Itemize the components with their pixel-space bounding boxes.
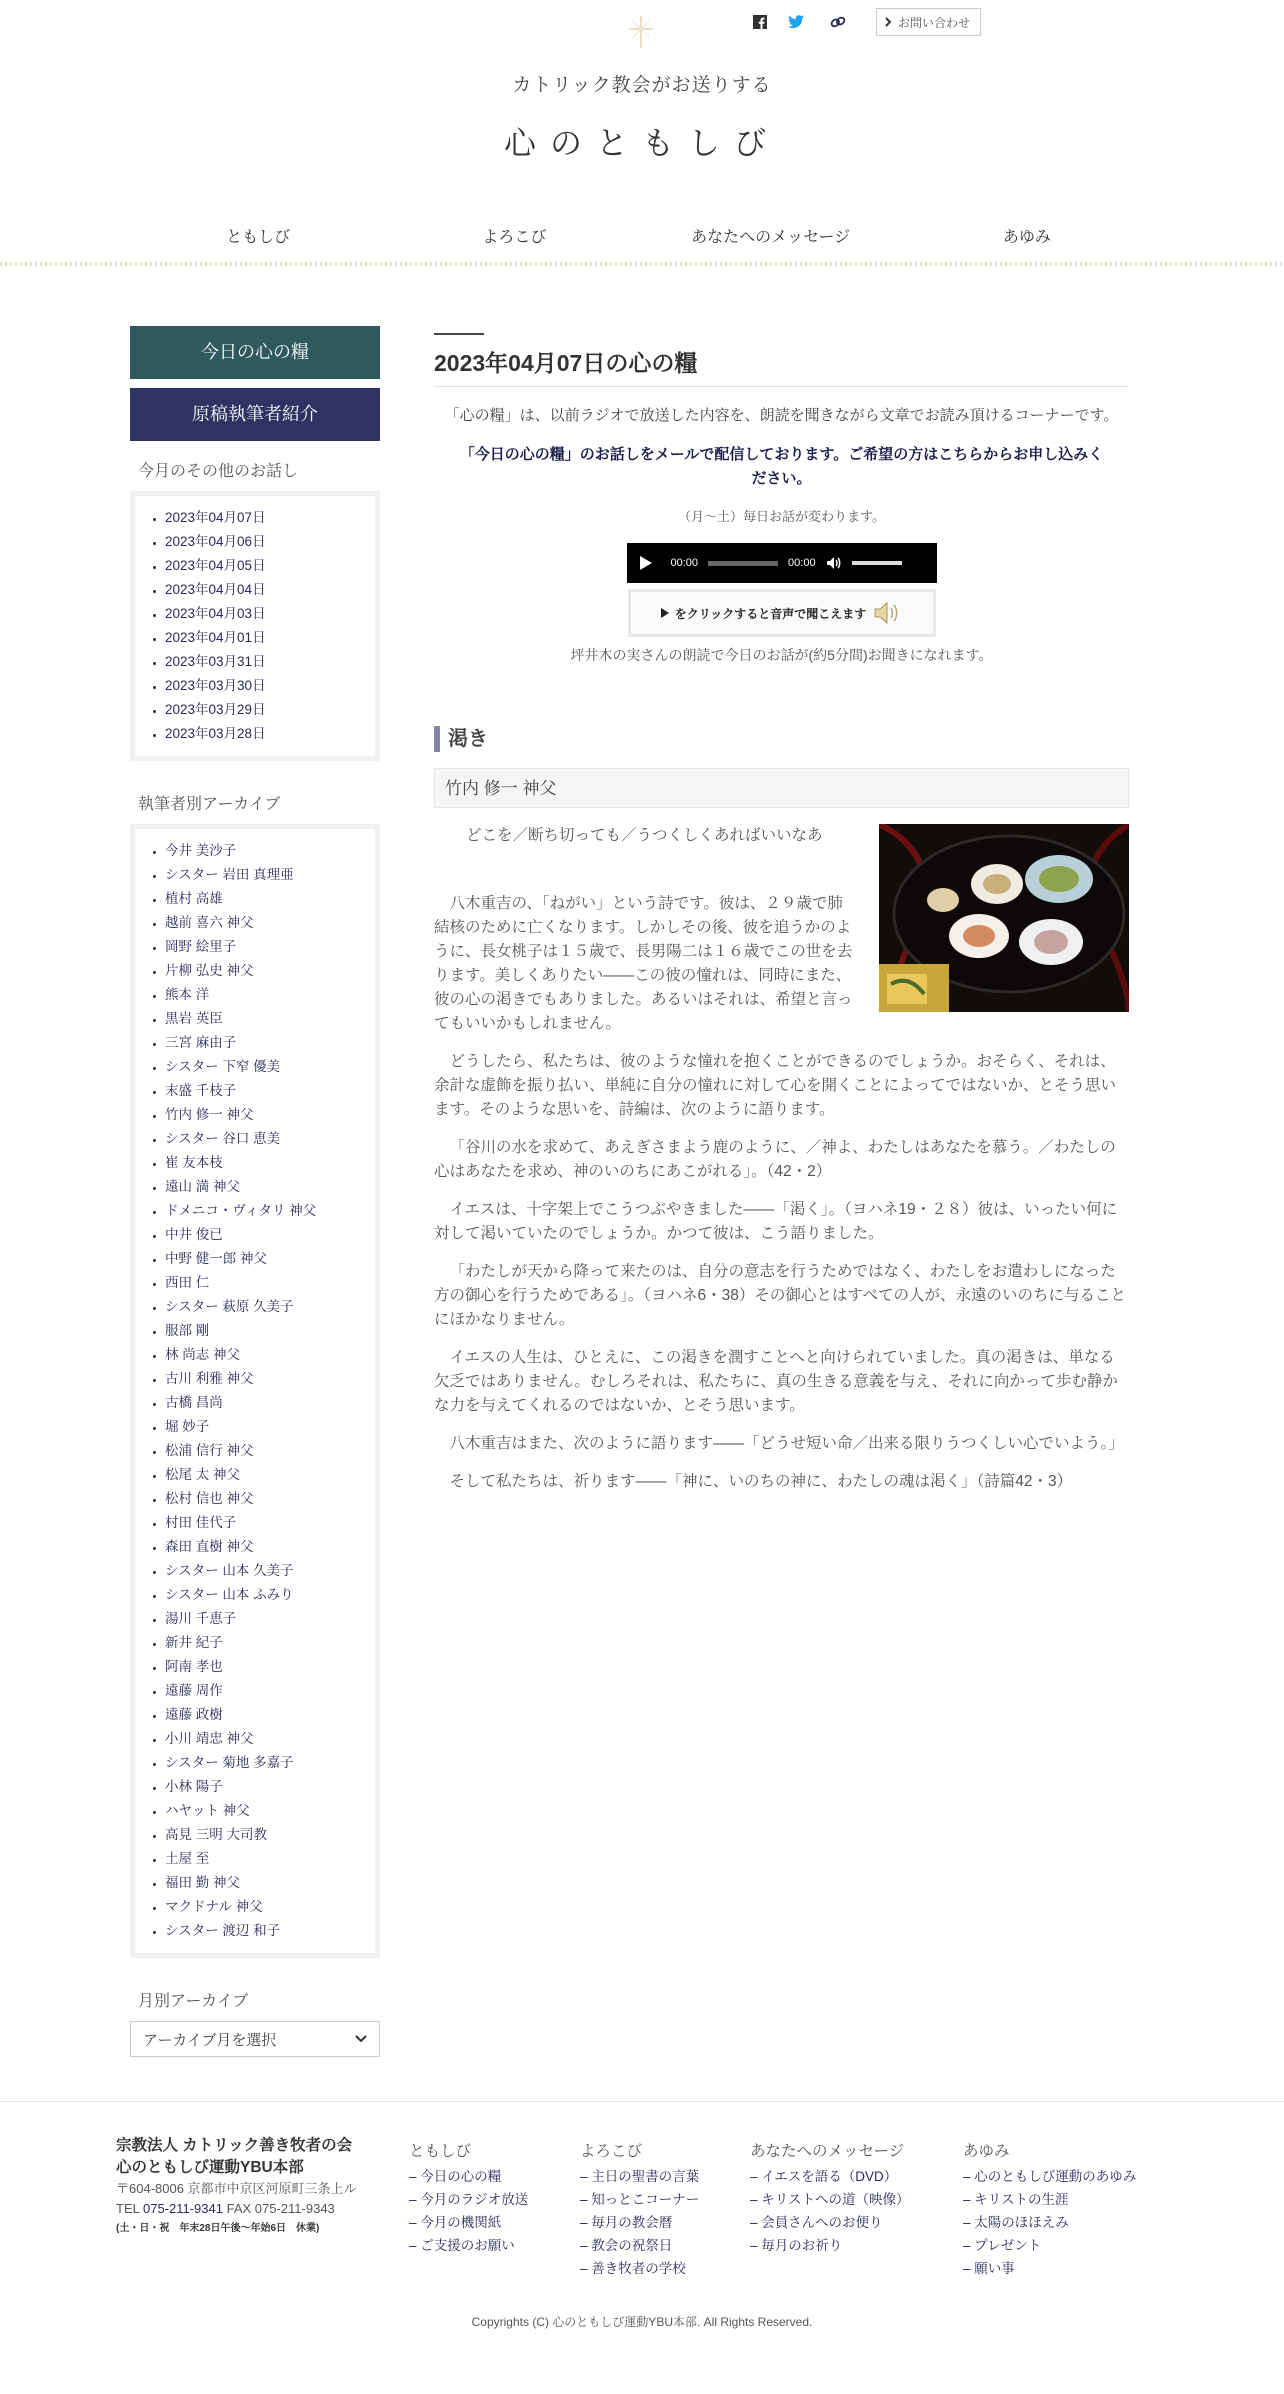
date-list-item[interactable]: • 2023年04月07日 <box>165 506 365 530</box>
play-small-icon <box>661 608 669 618</box>
footer-link-label: 今月の機関紙 <box>420 2215 502 2230</box>
footer-link-label: 知っとこコーナー <box>591 2192 700 2207</box>
nav-divider <box>0 262 1284 266</box>
business-hours: (土・日・祝 年末28日午後〜年始6日 休業) <box>116 2223 320 2234</box>
player-current-time: 00:00 <box>670 557 699 569</box>
footer-link[interactable] <box>750 2165 910 2188</box>
footer-link-label: プレゼント <box>974 2238 1042 2253</box>
author-list-item[interactable]: • シスター 山本 久美子 <box>165 1559 365 1583</box>
today-kokoro-button[interactable]: 今日の心の糧 <box>130 326 380 379</box>
dash-bullet-icon: – <box>409 2215 421 2230</box>
other-stories-heading: 今月のその他のお話し <box>138 463 299 480</box>
header-utility <box>752 8 981 36</box>
paragraph-8: そして私たちは、祈ります――「神に、いのちの神に、わたしの魂は渇く」（詩篇42・3） <box>449 1473 1073 1490</box>
footer-link-label: キリストの生涯 <box>974 2192 1069 2207</box>
author-archive-list <box>130 824 380 1958</box>
author-list-item[interactable]: • 服部 剛 <box>165 1319 365 1343</box>
footer-link-label: ご支援のお願い <box>420 2238 515 2253</box>
chevron-right-icon <box>885 17 892 27</box>
volume-icon[interactable] <box>826 556 842 570</box>
author-list-item[interactable]: • 福田 勤 神父 <box>165 1871 365 1895</box>
footer-link-label: 今日の心の糧 <box>420 2169 502 2184</box>
paragraph-3: 「谷川の水を求めて、あえぎさまよう鹿のように、／神よ、わたしはあなたを慕う。／わたしの心はあなたを求め、神のいのちにあこがれる」。（42・2） <box>434 1139 1116 1180</box>
author-list-item[interactable]: • 村田 佳代子 <box>165 1511 365 1535</box>
footer-link[interactable] <box>963 2257 1136 2280</box>
dash-bullet-icon: – <box>580 2238 592 2253</box>
dash-bullet-icon: – <box>750 2238 762 2253</box>
dash-bullet-icon: – <box>580 2215 592 2230</box>
author-list-item[interactable]: • シスター 渡辺 和子 <box>165 1919 365 1943</box>
author-list-item[interactable]: • ドメニコ・ヴィタリ 神父 <box>165 1199 365 1223</box>
footer-link[interactable] <box>580 2257 699 2280</box>
footer-link-label: 教会の祝祭日 <box>591 2238 673 2253</box>
author-list-item[interactable]: • シスター 山本 ふみり <box>165 1583 365 1607</box>
date-list-item[interactable]: • 2023年04月03日 <box>165 602 365 626</box>
play-icon[interactable] <box>639 555 653 571</box>
footer-link[interactable] <box>750 2234 910 2257</box>
author-list-item[interactable]: • 遠藤 政樹 <box>165 1703 365 1727</box>
reader-note: 坪井木の実さんの朗読で今日のお話が(約5分間)お聞きになれます。 <box>570 647 993 663</box>
date-list-item[interactable]: • 2023年03月30日 <box>165 674 365 698</box>
dash-bullet-icon: – <box>963 2238 975 2253</box>
author-list-item[interactable]: • 中野 健一郎 神父 <box>165 1247 365 1271</box>
cross-logo-icon <box>626 14 656 50</box>
footer-link-label: 善き牧者の学校 <box>591 2261 686 2276</box>
author-list-item[interactable]: • 遠山 満 神父 <box>165 1175 365 1199</box>
author-list-item[interactable]: • 堀 妙子 <box>165 1415 365 1439</box>
footer-col-heading[interactable]: ともしび <box>409 2143 472 2160</box>
listen-audio-button[interactable] <box>628 589 936 637</box>
dash-bullet-icon: – <box>409 2169 421 2184</box>
author-archive-heading: 執筆者別アーカイブ <box>138 796 281 813</box>
author-list-item[interactable]: • 阿南 孝也 <box>165 1655 365 1679</box>
footer-link[interactable] <box>409 2234 528 2257</box>
footer-link[interactable] <box>963 2188 1136 2211</box>
nav-item-message[interactable]: あなたへのメッセージ <box>691 229 851 246</box>
mail-subscribe-link[interactable]: 「今日の心の糧」のお話しをメールで配信しております。ご希望の方はこちらからお申し込みください。 <box>459 446 1104 487</box>
article-body <box>434 824 1129 1494</box>
author-list-item[interactable]: • シスター 菊地 多嘉子 <box>165 1751 365 1775</box>
author-list-item[interactable]: • 崔 友本枝 <box>165 1151 365 1175</box>
paragraph-7: 八木重吉はまた、次のように語ります――「どうせ短い命／出来る限りうつくしい心でいよう。」 <box>449 1435 1124 1452</box>
contact-button[interactable] <box>876 8 981 36</box>
nav-item-yorokobi[interactable]: よろこび <box>482 229 547 246</box>
dash-bullet-icon: – <box>963 2261 975 2276</box>
footer-col-yorokobi <box>580 2139 699 2280</box>
author-list-item[interactable]: • マクドナル 神父 <box>165 1895 365 1919</box>
author-list-item[interactable]: • シスター 岩田 真理亜 <box>165 863 365 887</box>
footer-link[interactable] <box>409 2165 528 2188</box>
date-list-item[interactable]: • 2023年04月04日 <box>165 578 365 602</box>
paragraph-1: 八木重吉の、「ねがい」という詩です。彼は、２９歳で肺結核のために亡くなります。しかしその後、彼を追うかのように、長女桃子は１５歳で、長男陽二は１６歳でこの世を去ります。美しくありたい――この彼の憧れは、同時にまた、彼の心の渇きでもありました。あるいはそれは、希望と言ってもいいかもしれません。 <box>434 895 853 1032</box>
paragraph-5: 「わたしが天から降って来たのは、自分の意志を行うためではなく、わたしをお遣わしになった方の御心を行うためである」。（ヨハネ6・38）その御心とはすべての人が、永遠のいのちに与ることにほかなりません。 <box>434 1263 1127 1328</box>
footer-col-heading[interactable]: あなたへのメッセージ <box>750 2143 905 2160</box>
page-title: 2023年04月07日の心の糧 <box>434 345 1129 387</box>
date-list-item[interactable]: • 2023年03月28日 <box>165 722 365 746</box>
audio-player <box>627 543 937 583</box>
author-list-item[interactable]: • 岡野 絵里子 <box>165 935 365 959</box>
monthly-archive-select-value: アーカイブ月を選択 <box>143 2031 277 2049</box>
author-list-item[interactable]: • 古橋 昌尚 <box>165 1391 365 1415</box>
section-title: 渇き <box>434 726 1129 752</box>
paragraph-2: どうしたら、私たちは、彼のような憧れを抱くことができるのでしょうか。おそらく、それは、余計な虚飾を振り払い、単純に自分の憧れに対して心を開くことによってではないか、とそう思います。そのような思いを、詩編は、次のように語ります。 <box>434 1053 1117 1118</box>
main-content <box>434 326 1129 1508</box>
dash-bullet-icon: – <box>750 2169 762 2184</box>
dash-bullet-icon: – <box>963 2192 975 2207</box>
copyright: Copyrights (C) 心のともしび運動YBU本部. All Rights Reserved. <box>471 2315 813 2329</box>
author-list-item[interactable]: • 湯川 千恵子 <box>165 1607 365 1631</box>
author-list-item[interactable]: • 三宮 麻由子 <box>165 1031 365 1055</box>
author-list-item[interactable]: • 小林 陽子 <box>165 1775 365 1799</box>
author-list-item[interactable]: • 松村 信也 神父 <box>165 1487 365 1511</box>
author-list-item[interactable]: • 小川 靖忠 神父 <box>165 1727 365 1751</box>
dash-bullet-icon: – <box>580 2192 592 2207</box>
dash-bullet-icon: – <box>963 2169 975 2184</box>
contact-label: お問い合わせ <box>898 15 971 30</box>
date-list-item[interactable]: • 2023年03月29日 <box>165 698 365 722</box>
footer-link[interactable] <box>750 2211 910 2234</box>
footer-link-label: 太陽のほほえみ <box>974 2215 1069 2230</box>
author-list-item[interactable]: • 林 尚志 神父 <box>165 1343 365 1367</box>
footer-col-message <box>750 2139 910 2257</box>
footer-col-tomoshibi <box>409 2139 528 2257</box>
footer-link-label: キリストへの道（映像） <box>761 2192 910 2207</box>
footer-link-label: 会員さんへのお便り <box>761 2215 883 2230</box>
tel-number[interactable]: 075-211-9341 <box>142 2201 223 2216</box>
twitter-icon[interactable] <box>788 14 804 30</box>
author-list-item[interactable]: • 越前 喜六 神父 <box>165 911 365 935</box>
dash-bullet-icon: – <box>580 2169 592 2184</box>
org-phone <box>116 2199 396 2219</box>
footer-link[interactable] <box>580 2165 699 2188</box>
footer-link-label: イエスを語る（DVD） <box>761 2169 898 2184</box>
monthly-archive-select[interactable] <box>130 2021 380 2057</box>
date-list-item[interactable]: • 2023年04月06日 <box>165 530 365 554</box>
paragraph-4: イエスは、十字架上でこうつぶやきました――「渇く」。（ヨハネ19・２８）彼は、いったい何に対して渇いていたのでしょうか。かつて彼は、こう語りました。 <box>434 1201 1118 1242</box>
footer-col-heading[interactable]: よろこび <box>580 2143 643 2160</box>
author-list-item[interactable]: • 土屋 至 <box>165 1847 365 1871</box>
author-list-item[interactable]: • シスター 萩原 久美子 <box>165 1295 365 1319</box>
footer-col-heading[interactable]: あゆみ <box>963 2143 1010 2160</box>
poem-quote: どこを／断ち切っても／うつくしくあればいいなあ <box>466 827 823 844</box>
footer-organization <box>116 2135 396 2239</box>
tel-label: TEL <box>116 2201 140 2216</box>
dash-bullet-icon: – <box>409 2192 421 2207</box>
footer-link-label: 心のともしび運動のあゆみ <box>974 2169 1137 2184</box>
chevron-down-icon <box>355 2035 367 2043</box>
author-list-item[interactable]: • 熊本 洋 <box>165 983 365 1007</box>
dash-bullet-icon: – <box>750 2192 762 2207</box>
footer-link[interactable] <box>580 2188 699 2211</box>
author-name[interactable]: 竹内 修一 神父 <box>434 768 1129 808</box>
link-icon[interactable] <box>830 14 846 30</box>
dash-bullet-icon: – <box>963 2215 975 2230</box>
fax-number: FAX 075-211-9343 <box>226 2201 335 2216</box>
dash-bullet-icon: – <box>580 2261 592 2276</box>
site-title[interactable]: 心のともしび <box>503 125 780 161</box>
date-list-item[interactable]: • 2023年04月05日 <box>165 554 365 578</box>
author-list-item[interactable]: • 黒岩 英臣 <box>165 1007 365 1031</box>
author-list-item[interactable]: • シスター 谷口 恵美 <box>165 1127 365 1151</box>
nav-item-ayumi[interactable]: あゆみ <box>1002 229 1051 246</box>
dash-bullet-icon: – <box>409 2238 421 2253</box>
author-list-item[interactable]: • 植村 高雄 <box>165 887 365 911</box>
monthly-archive-heading: 月別アーカイブ <box>138 1993 249 2010</box>
org-name: 宗教法人 カトリック善き牧者の会 <box>116 2137 353 2154</box>
food-photo <box>879 824 1129 1012</box>
listen-audio-label: をクリックすると音声で聞こえます <box>674 606 867 621</box>
footer-link-label: 毎月の教会暦 <box>591 2215 673 2230</box>
intro-text: 「心の糧」は、以前ラジオで放送した内容を、朗読を聞きながら文章でお読み頂けるコーナーです。 <box>444 407 1119 424</box>
author-list-item[interactable]: • シスター 下窄 優美 <box>165 1055 365 1079</box>
weekday-note: （月～土）毎日お話が変わります。 <box>678 509 885 524</box>
footer-link[interactable] <box>409 2188 528 2211</box>
author-list-item[interactable]: • 古川 利雅 神父 <box>165 1367 365 1391</box>
authors-intro-button[interactable]: 原稿執筆者紹介 <box>130 388 380 441</box>
footer-link[interactable] <box>580 2234 699 2257</box>
speaker-icon <box>872 601 902 625</box>
title-accent <box>434 333 484 335</box>
author-list-item[interactable]: • 新井 紀子 <box>165 1631 365 1655</box>
org-address: 〒604-8006 京都市中京区河原町三条上ル <box>116 2181 357 2196</box>
author-list-item[interactable]: • 今井 美沙子 <box>165 839 365 863</box>
author-list-item[interactable]: • 松浦 信行 神父 <box>165 1439 365 1463</box>
date-list-item[interactable]: • 2023年04月01日 <box>165 626 365 650</box>
global-nav <box>130 224 1155 247</box>
org-subname: 心のともしび運動YBU本部 <box>116 2159 304 2176</box>
footer-link-label: 今月のラジオ放送 <box>420 2192 529 2207</box>
sidebar <box>130 326 380 2057</box>
author-list-item[interactable]: • ハヤット 神父 <box>165 1799 365 1823</box>
footer-link[interactable] <box>409 2211 528 2234</box>
author-list-item[interactable]: • 片柳 弘史 神父 <box>165 959 365 983</box>
footer-link-label: 毎月のお祈り <box>761 2238 843 2253</box>
author-list-item[interactable]: • 中井 俊已 <box>165 1223 365 1247</box>
facebook-icon[interactable] <box>752 14 768 30</box>
site-subtitle: カトリック教会がお送りする <box>512 75 772 96</box>
footer-link-label: 主日の聖書の言葉 <box>591 2169 700 2184</box>
author-list-item[interactable]: • 遠藤 周作 <box>165 1679 365 1703</box>
footer-link-label: 願い事 <box>974 2261 1015 2276</box>
footer-divider <box>0 2101 1284 2102</box>
player-progress-bar[interactable] <box>708 561 778 566</box>
footer-link[interactable] <box>750 2188 910 2211</box>
player-volume-slider[interactable] <box>852 561 902 565</box>
footer-link[interactable] <box>963 2211 1136 2234</box>
footer-link[interactable] <box>580 2211 699 2234</box>
footer-col-ayumi <box>963 2139 1136 2280</box>
date-list-item[interactable]: • 2023年03月31日 <box>165 650 365 674</box>
footer-link[interactable] <box>963 2165 1136 2188</box>
author-list-item[interactable]: • 末盛 千枝子 <box>165 1079 365 1103</box>
author-list-item[interactable]: • 松尾 太 神父 <box>165 1463 365 1487</box>
dash-bullet-icon: – <box>750 2215 762 2230</box>
author-list-item[interactable]: • 竹内 修一 神父 <box>165 1103 365 1127</box>
author-list-item[interactable]: • 西田 仁 <box>165 1271 365 1295</box>
nav-item-tomoshibi[interactable]: ともしび <box>226 229 291 246</box>
author-list-item[interactable]: • 高見 三明 大司教 <box>165 1823 365 1847</box>
footer-link[interactable] <box>963 2234 1136 2257</box>
paragraph-6: イエスの人生は、ひとえに、この渇きを潤すことへと向けられていました。真の渇きは、単なる欠乏ではありません。むしろそれは、私たちに、真の生きる意義を与え、それに向かって歩む静かな力を与えてくれるのではないか、とそう思います。 <box>434 1349 1118 1414</box>
player-total-time: 00:00 <box>788 557 816 569</box>
other-stories-list <box>130 491 380 761</box>
author-list-item[interactable]: • 森田 直樹 神父 <box>165 1535 365 1559</box>
